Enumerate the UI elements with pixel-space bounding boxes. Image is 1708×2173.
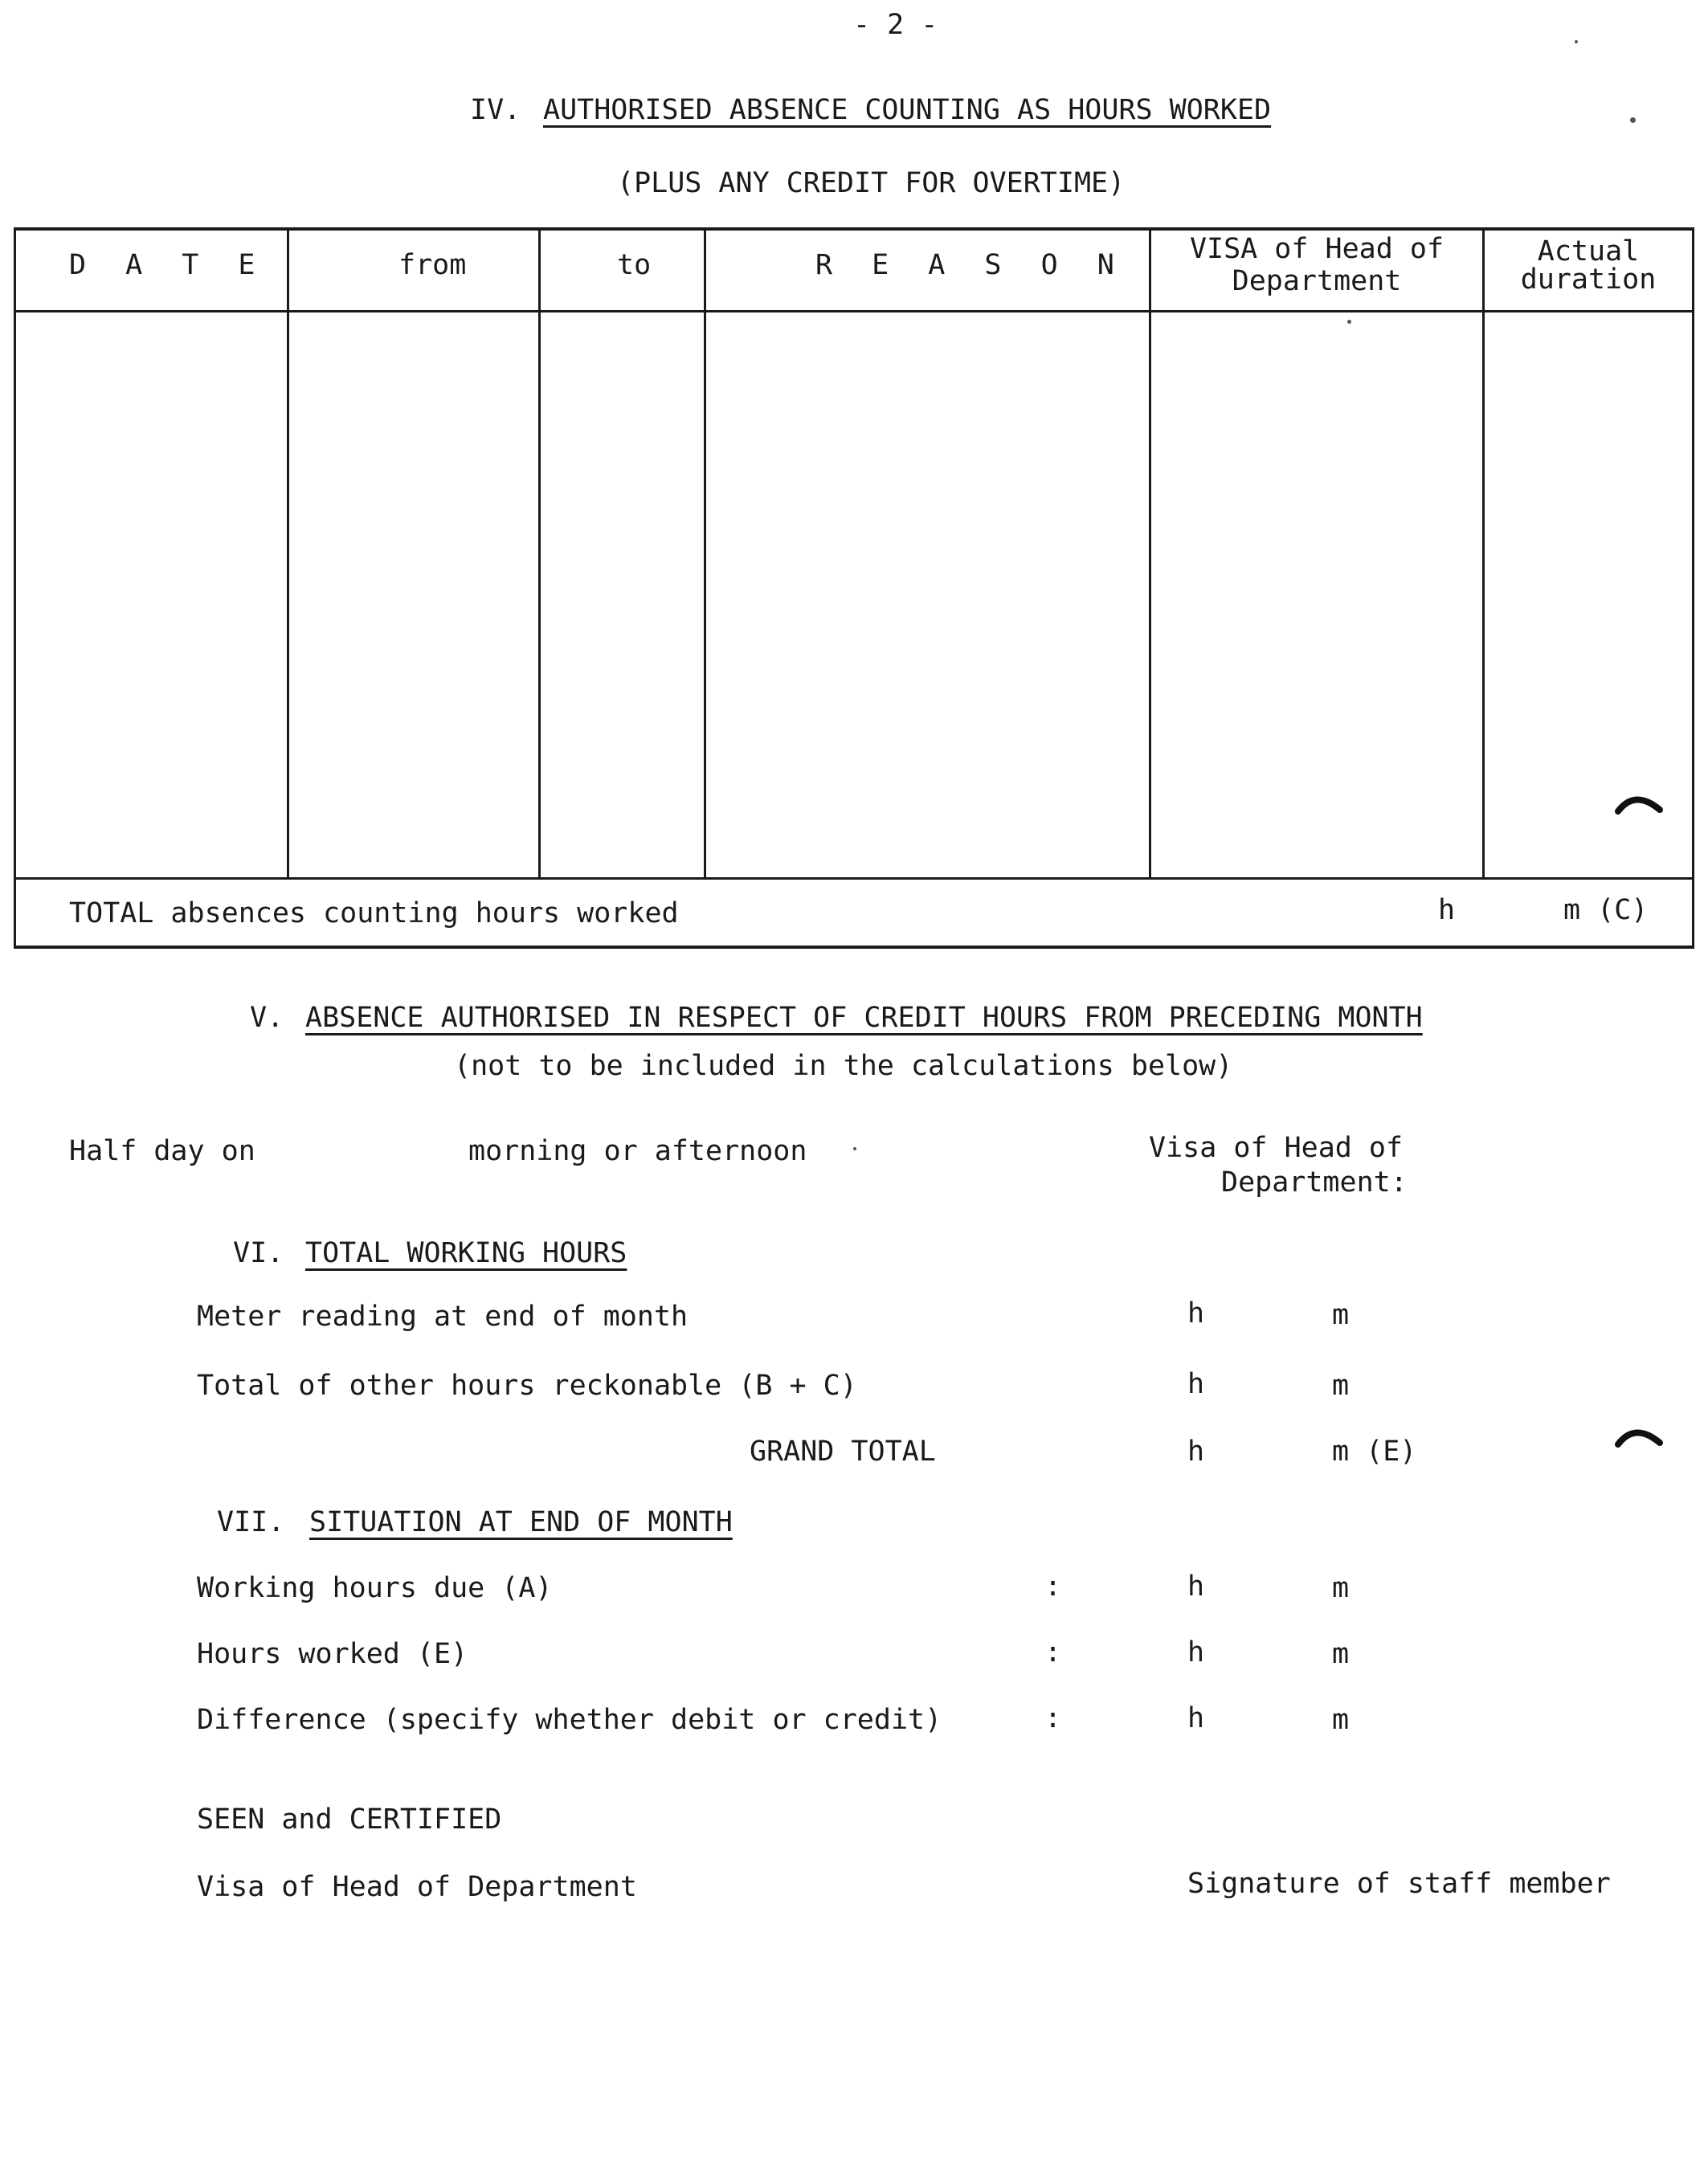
hours-worked-h: h — [1187, 1636, 1205, 1669]
morning-afternoon-label: morning or afternoon — [468, 1135, 807, 1167]
difference-colon: : — [1044, 1702, 1062, 1734]
signature-staff-label: Signature of staff member — [1187, 1868, 1611, 1900]
section-vi-title: TOTAL WORKING HOURS — [305, 1237, 627, 1269]
scan-mark-icon — [1615, 1420, 1663, 1452]
hours-worked-colon: : — [1044, 1636, 1062, 1669]
scan-speck — [1575, 40, 1578, 43]
table-top-border — [14, 227, 1694, 231]
section-v-title: ABSENCE AUTHORISED IN RESPECT OF CREDIT HOURS FROM PRECEDING MONTH — [305, 1002, 1423, 1034]
table-header-divider — [14, 310, 1694, 312]
table-right-border — [1692, 227, 1694, 949]
scan-speck — [1347, 320, 1351, 324]
col-divider-visa — [1482, 227, 1485, 878]
working-hours-due-m: m — [1332, 1572, 1350, 1604]
total-absences-m: m (C) — [1563, 894, 1649, 926]
section-iv-numeral: IV. — [470, 94, 521, 126]
section-v-visa-line2: Department: — [1221, 1166, 1408, 1199]
page-number: - 2 - — [853, 9, 938, 41]
other-hours-h: h — [1187, 1368, 1205, 1400]
section-v-numeral: V. — [250, 1002, 284, 1034]
col-divider-reason — [1149, 227, 1151, 878]
working-hours-due-colon: : — [1044, 1571, 1062, 1603]
col-header-reason-label: R E A S O N — [815, 249, 1126, 281]
hours-worked-label: Hours worked (E) — [197, 1638, 468, 1670]
col-header-to: to — [617, 249, 652, 281]
col-header-date-label: D A T E — [69, 249, 267, 281]
section-iv-subtitle: (PLUS ANY CREDIT FOR OVERTIME) — [617, 167, 1126, 199]
col-divider-to — [704, 227, 706, 878]
scan-mark-icon — [1615, 787, 1663, 819]
working-hours-due-label: Working hours due (A) — [197, 1572, 553, 1604]
total-absences-h: h — [1438, 894, 1456, 926]
meter-reading-m: m — [1332, 1299, 1350, 1331]
col-header-duration-line1: Actual — [1537, 235, 1640, 268]
meter-reading-h: h — [1187, 1297, 1205, 1330]
col-header-visa-line1: VISA of Head of — [1189, 233, 1444, 265]
table-body-divider — [14, 877, 1694, 880]
section-iv-title: AUTHORISED ABSENCE COUNTING AS HOURS WORKED — [543, 94, 1272, 126]
col-header-visa — [1151, 233, 1482, 298]
seen-certified-label: SEEN and CERTIFIED — [197, 1803, 502, 1836]
col-divider-date — [287, 227, 289, 878]
col-header-duration-line2: duration — [1520, 263, 1657, 296]
table-bottom-border — [14, 946, 1694, 949]
half-day-label: Half day on — [69, 1135, 255, 1167]
col-divider-from — [538, 227, 541, 878]
col-header-reason — [815, 251, 1126, 280]
section-vi-numeral: VI. — [233, 1237, 284, 1269]
other-hours-m: m — [1332, 1370, 1350, 1402]
section-vii-numeral: VII. — [217, 1506, 285, 1538]
difference-m: m — [1332, 1704, 1350, 1736]
difference-label: Difference (specify whether debit or credit) — [197, 1704, 942, 1736]
total-absences-label: TOTAL absences counting hours worked — [69, 897, 679, 929]
visa-head-department-label: Visa of Head of Department — [197, 1871, 637, 1903]
col-header-from: from — [398, 249, 467, 281]
table-left-border — [14, 227, 16, 949]
section-vii-title: SITUATION AT END OF MONTH — [309, 1506, 733, 1538]
col-header-duration — [1485, 235, 1692, 296]
grand-total-label: GRAND TOTAL — [750, 1436, 936, 1468]
scan-speck — [853, 1147, 856, 1150]
difference-h: h — [1187, 1702, 1205, 1734]
grand-total-m: m (E) — [1332, 1436, 1417, 1468]
scan-speck — [1630, 117, 1636, 123]
meter-reading-label: Meter reading at end of month — [197, 1301, 689, 1333]
grand-total-h: h — [1187, 1436, 1205, 1468]
other-hours-label: Total of other hours reckonable (B + C) — [197, 1370, 857, 1402]
section-v-subtitle: (not to be included in the calculations below) — [454, 1050, 1233, 1082]
hours-worked-m: m — [1332, 1638, 1350, 1670]
col-header-visa-line2: Department — [1232, 265, 1402, 298]
col-header-date — [69, 251, 267, 280]
section-v-visa-line1: Visa of Head of — [1149, 1132, 1404, 1164]
working-hours-due-h: h — [1187, 1571, 1205, 1603]
